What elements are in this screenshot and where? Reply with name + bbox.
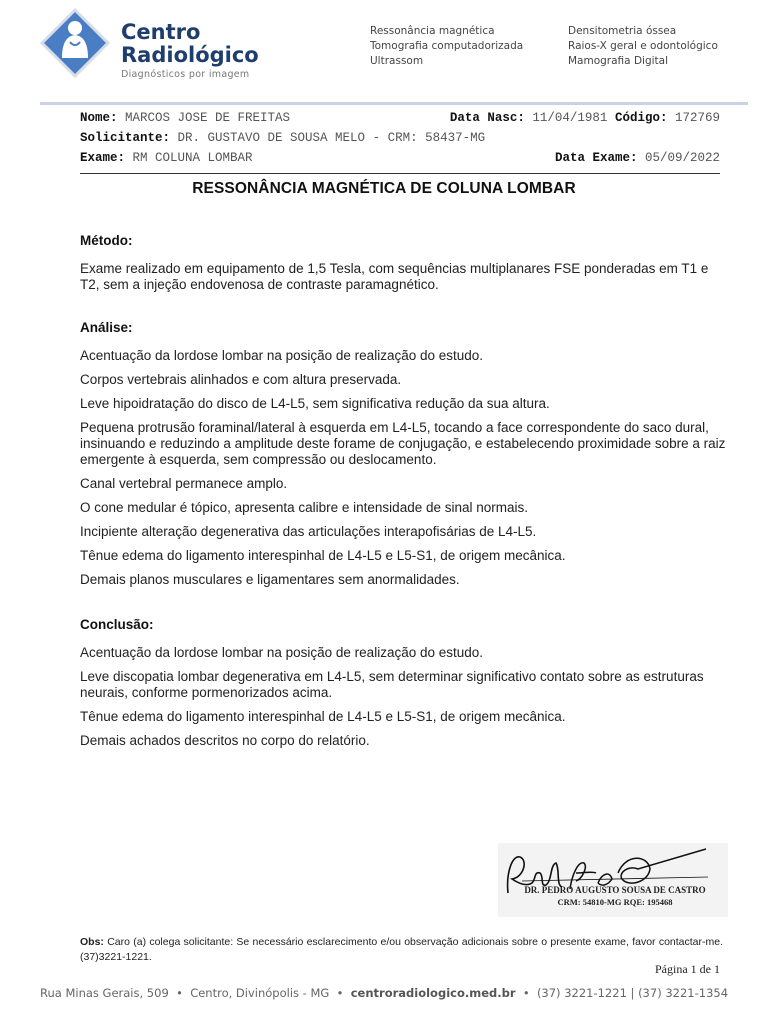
conclusion-section [80,617,728,757]
footer-district: Centro, Divinópolis - MG [190,986,330,1000]
analysis-item: Leve hipoidratação do disco de L4-L5, sem significativa redução da sua altura. [80,396,550,411]
doctor-name: DR. PEDRO AUGUSTO SOUSA DE CASTRO [524,885,706,895]
service-item: Mamografia Digital [568,55,669,67]
method-text: Exame realizado em equipamento de 1,5 Tesla, com sequências multiplanares FSE ponderadas em T1 e T2, sem a injeção endovenosa de contraste paramagnético. [80,261,709,292]
footer-contact [0,986,768,1000]
brand-name-line2: Radiológico [121,43,259,67]
conclusion-item: Leve discopatia lombar degenerativa em L4-L5, sem determinar significativo contato sobre as estruturas neurais, conforme pormenorizados acima. [80,669,704,700]
requester-label: Solicitante: [80,131,171,145]
patient-code: 172769 [674,111,720,125]
exam-date: 05/09/2022 [644,151,720,165]
analysis-item: Tênue edema do ligamento interespinhal de L4-L5 e L5-S1, de origem mecânica. [80,548,566,563]
analysis-item: Demais planos musculares e ligamentares sem anormalidades. [80,572,460,587]
services-list-2 [568,24,718,69]
obs-label: Obs: [80,936,104,948]
footer-dot-3: • [519,986,534,1000]
clinic-logo [40,8,110,78]
birth-label: Data Nasc: [449,111,525,125]
analysis-item: Pequena protrusão foraminal/lateral à esquerda em L4-L5, tocando a face correspondente do saco dural, insinuando e reduzindo a amplitude deste forame de conjugação, e estabelecendo proximidade sobre a raiz emergente à esquerda, sem compressão ou deslocamento. [80,420,726,467]
exam-date-label: Data Exame: [554,151,638,165]
patient-row-1 [80,111,720,125]
exam-name: RM COLUNA LOMBAR [132,151,253,165]
footer-dot-1: • [172,986,187,1000]
method-heading: Método: [80,233,133,248]
code-label: Código: [614,111,668,125]
conclusion-heading: Conclusão: [80,617,154,632]
obs-text: Caro (a) colega solicitante: Se necessário esclarecimento e/ou observação adicionais sobre o presente exame, favor contactar-me. (37)3221-1221. [80,936,724,963]
patient-divider [80,173,720,174]
service-item: Densitometria óssea [568,25,677,37]
method-section [80,233,728,301]
brand-name [121,21,259,67]
footer-address: Rua Minas Gerais, 509 [39,986,169,1000]
analysis-heading: Análise: [80,320,133,335]
analysis-section [80,320,728,596]
analysis-item: Corpos vertebrais alinhados e com altura preservada. [80,372,402,387]
conclusion-item: Acentuação da lordose lombar na posição de realização do estudo. [80,645,484,660]
observation-note [80,935,723,965]
patient-name: MARCOS JOSE DE FREITAS [125,111,291,125]
report-title: RESSONÂNCIA MAGNÉTICA DE COLUNA LOMBAR [192,180,576,197]
brand-tagline: Diagnósticos por imagem [121,69,250,80]
brand-name-line1: Centro [121,20,201,44]
requester: DR. GUSTAVO DE SOUSA MELO - CRM: 58437-MG [177,131,486,145]
services-list-1 [370,24,523,69]
exam-label: Exame: [80,151,126,165]
birth-and-code [450,111,720,125]
service-item: Ressonância magnética [370,25,495,37]
footer-dot-2: • [332,986,348,1000]
exam-date-group [555,151,720,165]
service-item: Tomografia computadorizada [370,40,524,52]
conclusion-item: Tênue edema do ligamento interespinhal de L4-L5 e L5-S1, de origem mecânica. [80,709,566,724]
doctor-credentials: CRM: 54810-MG RQE: 195468 [557,897,673,907]
analysis-item: Acentuação da lordose lombar na posição de realização do estudo. [80,348,484,363]
footer-phones: (37) 3221-1221 | (37) 3221-1354 [536,986,729,1000]
name-label: Nome: [80,111,118,125]
analysis-item: Incipiente alteração degenerativa das articulações interapofisárias de L4-L5. [80,524,537,539]
analysis-item: O cone medular é tópico, apresenta calibre e intensidade de sinal normais. [80,500,529,515]
conclusion-item: Demais achados descritos no corpo do relatório. [80,733,370,748]
page-number: Página 1 de 1 [655,962,720,976]
service-item: Ultrassom [370,55,424,67]
patient-row-3 [80,151,720,165]
header-divider [40,102,748,105]
patient-row-2 [80,131,720,145]
analysis-item: Canal vertebral permanece amplo. [80,476,288,491]
birth-date: 11/04/1981 [532,111,608,125]
service-item: Raios-X geral e odontológico [568,40,718,52]
footer-website[interactable]: centroradiologico.med.br [350,986,516,1000]
